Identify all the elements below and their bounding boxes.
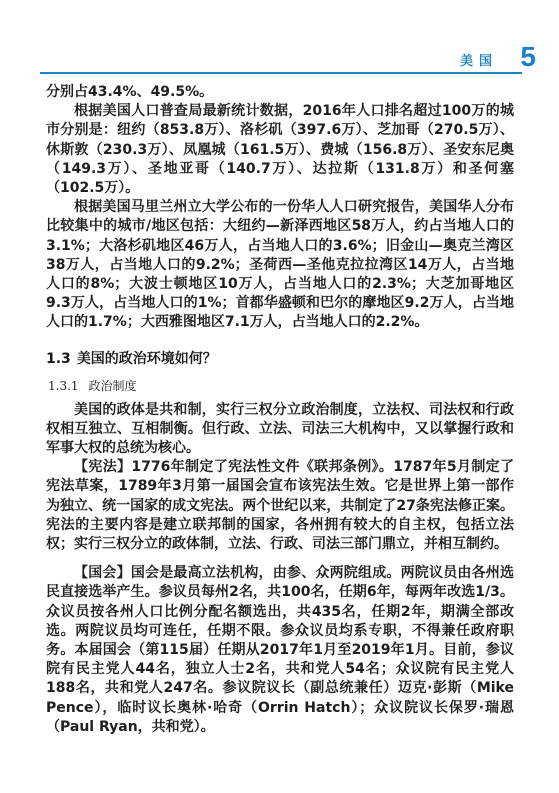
header-rule	[40, 72, 522, 74]
subsection-heading	[48, 375, 514, 397]
chapter-title: 美国	[459, 54, 498, 69]
paragraph-constitution	[46, 458, 514, 554]
constitution-text: 1776年制定了宪法性文件《联邦条例》。1787年5月制定了宪法草案，1789年3月第一届国会宣布该宪法生效。它是世界上第一部作为独立、统一国家的成文宪法。两个世纪以来，共制定了27条宪法修正案。宪法的主要内容是建立联邦制的国家，各州拥有较大的自主权，包括立法权；实行三权分立的政体制，立法、行政、司法三部门鼎立，并相互制约。	[46, 459, 515, 553]
congress-text: 国会是最高立法机构，由参、众两院组成。两院议员由各州选民直接选举产生。参议员每州2名，共100名，任期6年，每两年改选1/3。众议员按各州人口比例分配名额选出，共435名，任期2年，期满全部改选。两院议员均可连任，任期不限。参众议员均系专职，不得兼任政府职务。本届国会（第115届）任期从2017年1月至2019年1月。目前，参议院有民主党人44名，独立人士2名，共和党人54名；众议院有民主党人188名，共和党人247名。参议院议长（副总统兼任）迈克·彭斯（Mike Pence），临时议长奥林·哈奇（Orrin Hatch）；众议院议长保罗·瑞恩（Paul Ryan，共和党）。	[46, 565, 515, 735]
congress-tag: 【国会】	[74, 565, 131, 582]
paragraph-continuation: 分别占43.4%、49.5%。	[46, 84, 214, 100]
section-number: 1.3	[46, 350, 71, 367]
page-content	[46, 83, 514, 737]
subsection-title: 政治制度	[88, 378, 137, 393]
section-title: 美国的政治环境如何？	[76, 350, 217, 367]
section-heading	[46, 347, 514, 371]
page-number: 5	[520, 41, 536, 72]
paragraph-chinese-population: 根据美国马里兰州立大学公布的一份华人人口研究报告，美国华人分布比较集中的城市/地区包括：大纽约—新泽西地区58万人，约占当地人口的3.1%；大洛杉矶地区46万人，占当地人口的3.6%；旧金山—奥克兰湾区38万人，占当地人口的9.2%；圣荷西—圣他克拉拉湾区14万人，占当地人口的8%；大波士顿地区10万人，占当地人口的2.3%；大芝加哥地区9.3万人，占当地人口的1%；首都华盛顿和巴尔的摩地区9.2万人，占当地人口的1.7%；大西雅图地区7.1万人，占当地人口的2.2%。	[46, 199, 514, 331]
subsection-number: 1.3.1	[48, 378, 79, 393]
paragraph-congress	[46, 564, 514, 737]
running-header	[40, 41, 536, 74]
paragraph-political-system: 美国的政体是共和制，实行三权分立政治制度，立法权、司法权和行政权相互独立、互相制衡。但行政、立法、司法三大机构中，又以掌握行政和军事大权的总统为核心。	[46, 401, 514, 457]
constitution-tag: 【宪法】	[74, 459, 132, 476]
paragraph-city-population: 根据美国人口普查局最新统计数据，2016年人口排名超过100万的城市分别是：纽约（853.8万）、洛杉矶（397.6万）、芝加哥（270.5万）、休斯敦（230.3万）、凤凰城（161.5万）、费城（156.8万）、圣安东尼奥（149.3万）、圣地亚哥（140.7万）、达拉斯（131.8万）和圣何塞（102.5万）。	[46, 103, 514, 197]
